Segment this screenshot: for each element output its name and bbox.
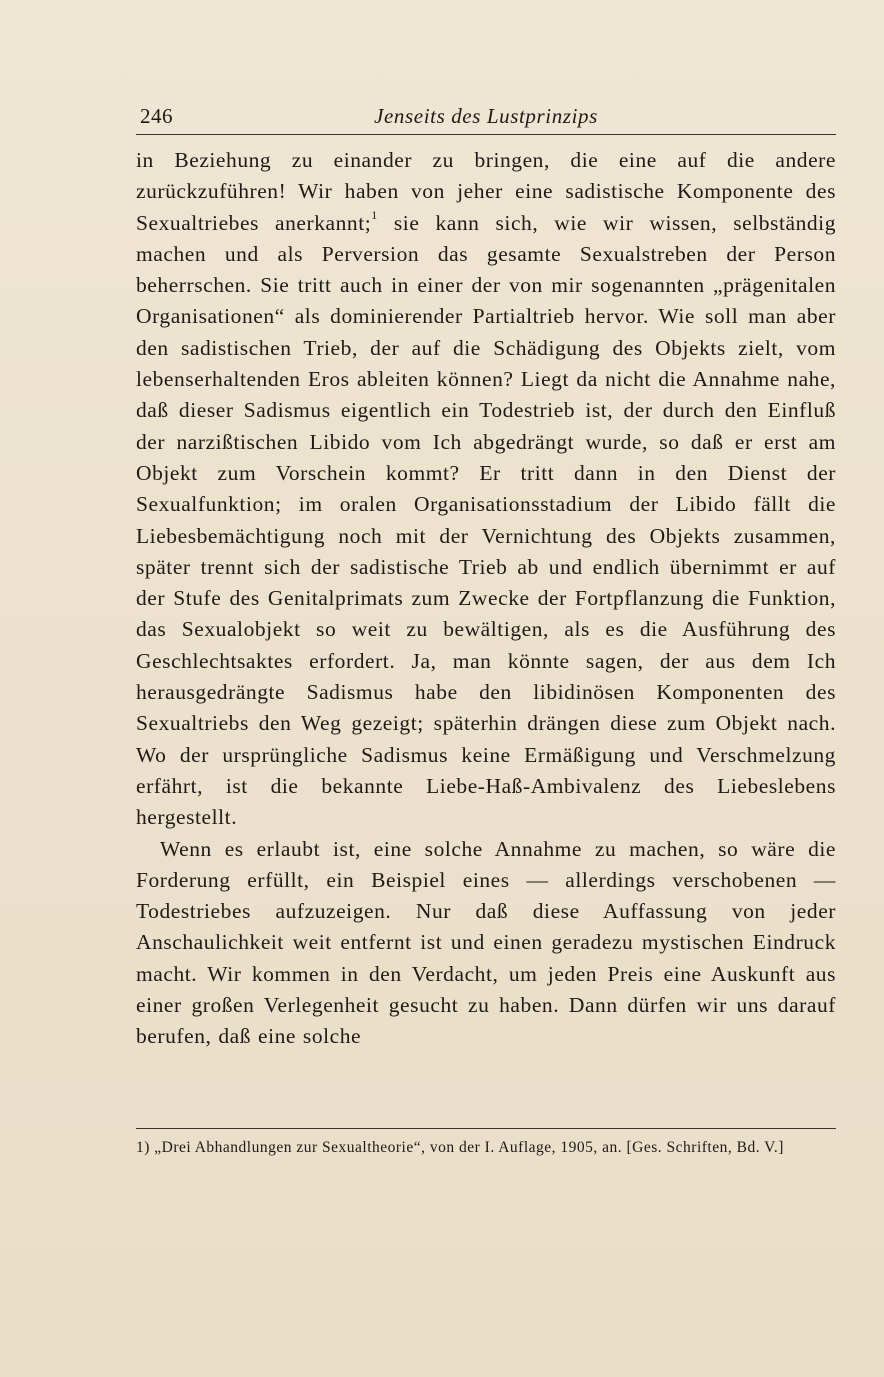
footnote-rule — [136, 1128, 836, 1129]
paragraph-2: Wenn es erlaubt ist, eine solche Annahme zu machen, so wäre die Forderung erfüllt, ein Beispiel eines — allerdings verschobenen — Todestriebes aufzuzeigen. Nur daß diese Auffassung von jeder Anschaulichkeit weit entfernt ist und einen geradezu mystischen Eindruck macht. Wir kommen in den Verdacht, um jeden Preis eine Auskunft aus einer großen Verlegenheit gesucht zu haben. Dann dürfen wir uns darauf berufen, daß eine solche — [136, 836, 836, 1049]
footnote — [136, 1137, 836, 1159]
page-number: 246 — [140, 104, 173, 128]
footnote-marker: 1 — [371, 208, 378, 223]
main-text — [136, 145, 836, 1053]
running-title: Jenseits des Lustprinzips — [374, 104, 598, 128]
footnote-text: 1) „Drei Abhandlungen zur Sexualtheorie“, von der I. Auflage, 1905, an. [Ges. Schriften, Bd. V.] — [136, 1139, 784, 1156]
paragraph-1-part-2: sie kann sich, wie wir wissen, selbständig machen und als Perversion das gesamte Sexualstreben der Person beherrschen. Sie tritt auch in einer der von mir sogenannten „prägenitalen Organisationen“ als dominierender Partialtrieb hervor. Wie soll man aber den sadistischen Trieb, der auf die Schädigung des Objekts zielt, vom lebenserhaltenden Eros ableiten können? Liegt da nicht die Annahme nahe, daß dieser Sadismus eigentlich ein Todestrieb ist, der durch den Einfluß der narzißtischen Libido vom Ich abgedrängt wurde, so daß er erst am Objekt zum Vorschein kommt? Er tritt dann in den Dienst der Sexualfunktion; im oralen Organisationsstadium der Libido fällt die Liebesbemächtigung noch mit der Vernichtung des Objekts zusammen, später trennt sich der sadistische Trieb ab und endlich übernimmt er auf der Stufe des Genitalprimats zum Zwecke der Fortpflanzung die Funktion, das Sexualobjekt so weit zu bewältigen, als es die Ausführung des Geschlechtsaktes erfordert. Ja, man könnte sagen, der aus dem Ich herausgedrängte Sadismus habe den libidinösen Komponenten des Sexualtriebs den Weg gezeigt; späterhin drängen diese zum Objekt nach. Wo der ursprüngliche Sadismus keine Ermäßigung und Verschmelzung erfährt, ist die bekannte Liebe-Haß-Ambivalenz des Liebeslebens hergestellt. — [136, 210, 836, 830]
page-header — [136, 100, 836, 130]
paragraph-1-part-1: in Beziehung zu einander zu bringen, die eine auf die andere zurückzuführen! Wir haben von jeher eine sadistische Komponente des Sexualtriebes anerkannt; — [136, 148, 836, 235]
header-rule — [136, 134, 836, 135]
paragraph-1 — [136, 145, 836, 834]
